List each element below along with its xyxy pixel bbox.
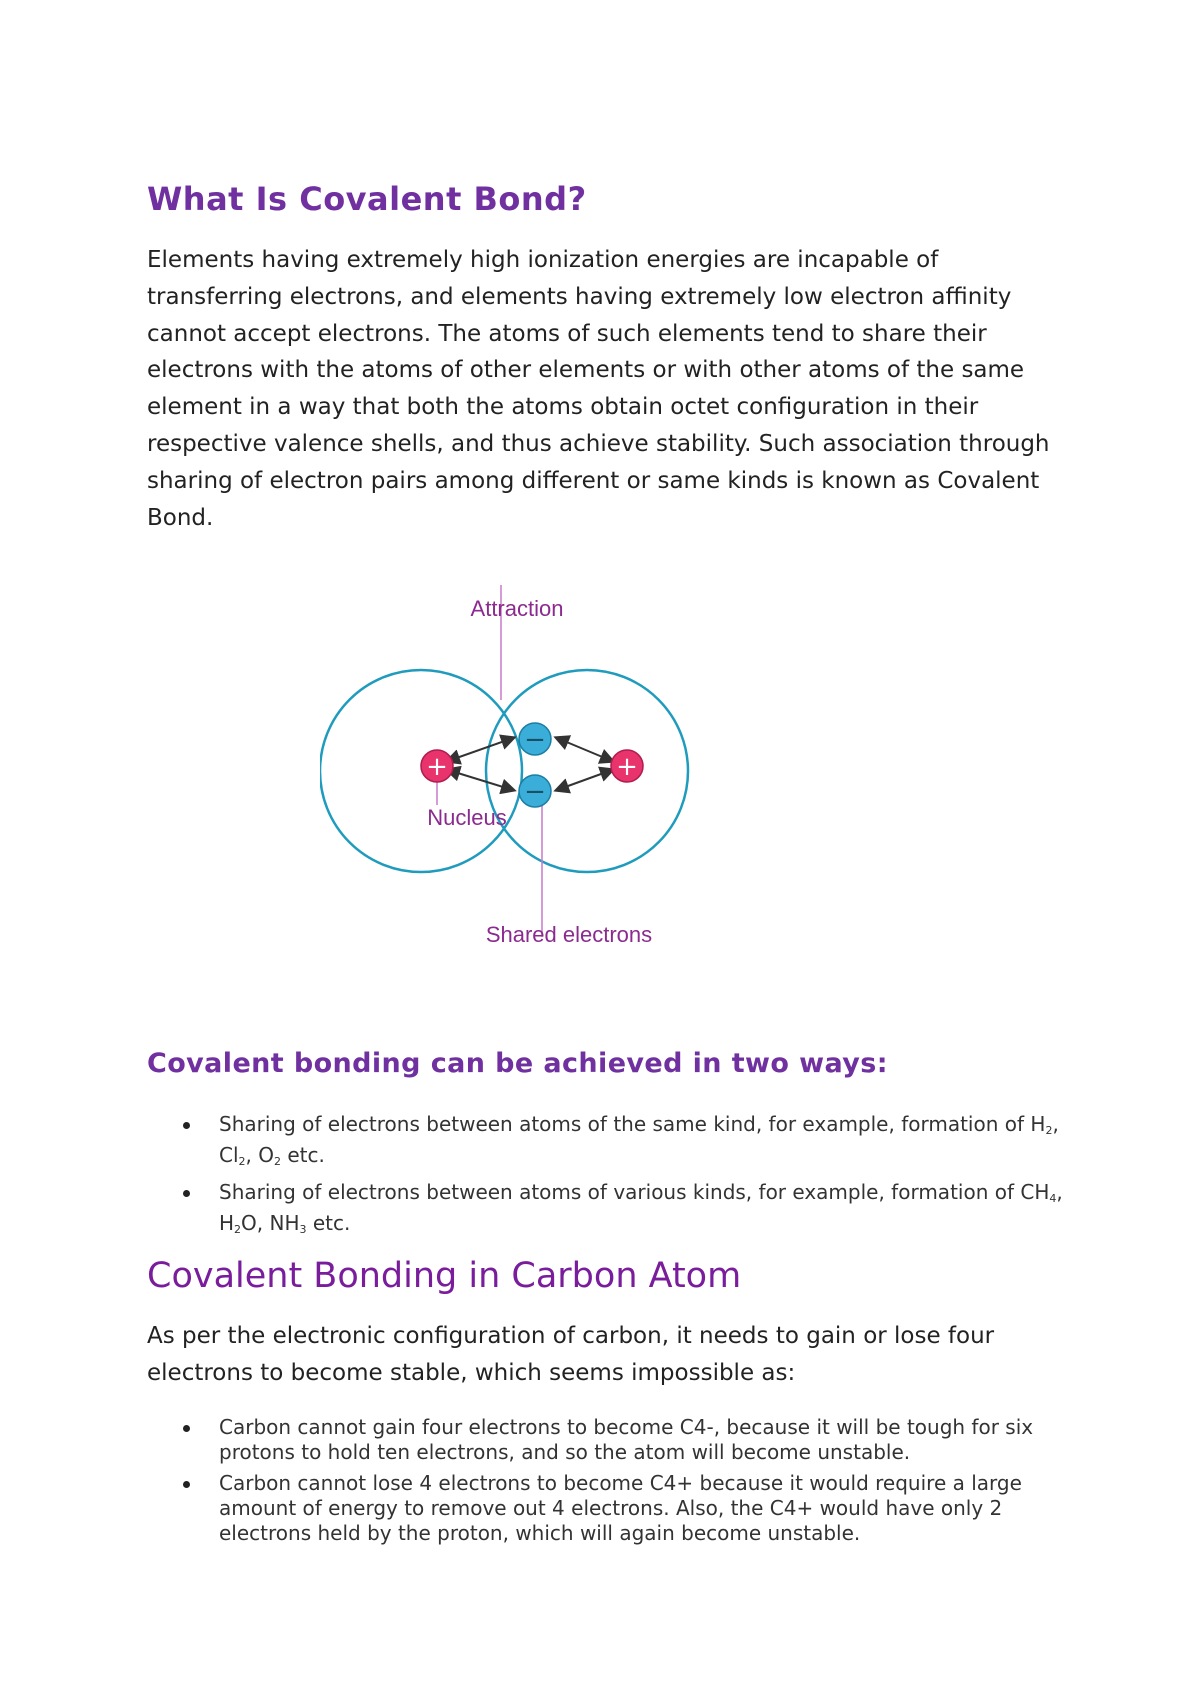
- arrow-right-bottom: [557, 770, 612, 790]
- arrow-left-top: [448, 738, 513, 761]
- left-nucleus-symbol: +: [426, 752, 448, 782]
- diagram-svg: [320, 585, 760, 955]
- list-item-text: Carbon cannot lose 4 electrons to become C4+ because it would require a large amount of energy to remove out 4 electrons. Also, the C4+ would have only 2 electrons held by the proton, which will again become unstable.: [219, 1471, 1022, 1545]
- list-item: [147, 1112, 1077, 1174]
- electron-top-symbol: −: [524, 725, 546, 755]
- list-item: [147, 1180, 1077, 1242]
- electron-bottom-symbol: −: [524, 777, 546, 807]
- list-item-text: Sharing of electrons between atoms of various kinds, for example, formation of CH: [219, 1180, 1050, 1204]
- list-item-text: etc.: [281, 1143, 325, 1167]
- subscript: 2: [238, 1155, 246, 1168]
- section-title-carbon: Covalent Bonding in Carbon Atom: [147, 1256, 742, 1296]
- subscript: 2: [1045, 1124, 1053, 1137]
- list-item-text: Sharing of electrons between atoms of the same kind, for example, formation of H: [219, 1112, 1046, 1136]
- shared-electrons-label: Shared electrons: [485, 922, 653, 947]
- carbon-list: [147, 1415, 1077, 1552]
- right-atom-shell: [486, 670, 688, 872]
- section-title-covalent-bond: What Is Covalent Bond?: [147, 180, 587, 218]
- list-item-text: , O: [245, 1143, 274, 1167]
- list-item-text: etc.: [306, 1211, 351, 1235]
- arrow-right-top: [557, 738, 612, 761]
- list-item: [147, 1471, 1077, 1546]
- left-atom-shell: [320, 670, 522, 872]
- carbon-intro-paragraph: As per the electronic configuration of carbon, it needs to gain or lose four electrons to become stable, which seems impossible as:: [147, 1323, 995, 1386]
- two-ways-list: [147, 1112, 1077, 1248]
- attraction-label: Attraction: [470, 596, 564, 621]
- subscript: 2: [274, 1155, 281, 1168]
- bullet-icon: [183, 1122, 190, 1129]
- arrow-left-bottom: [448, 770, 513, 790]
- list-item-text: O, NH: [241, 1211, 300, 1235]
- bullet-icon: [183, 1481, 190, 1488]
- subscript: 3: [299, 1223, 307, 1236]
- list-item-text: Carbon cannot gain four electrons to become C4-, because it will be tough for six protons to hold ten electrons, and so the atom will become unstable.: [219, 1415, 1034, 1464]
- intro-paragraph: Elements having extremely high ionization energies are incapable of transferring electrons, and elements having extremely low electron affinity cannot accept electrons. The atoms of such elements tend to share their electrons with the atoms of other elements or with other atoms of the same element in a way that both the atoms obtain octet configuration in their respective valence shells, and thus achieve stability. Such association through sharing of electron pairs among different or same kinds is known as Covalent Bond.: [147, 247, 1050, 531]
- section-title-two-ways: Covalent bonding can be achieved in two ways:: [147, 1048, 888, 1079]
- subscript: 2: [234, 1223, 242, 1236]
- list-item-text: , Cl: [219, 1112, 1059, 1167]
- bullet-icon: [183, 1190, 190, 1197]
- right-nucleus-symbol: +: [616, 752, 638, 782]
- covalent-bond-diagram: [320, 585, 760, 955]
- bullet-icon: [183, 1425, 190, 1432]
- subscript: 4: [1049, 1192, 1057, 1205]
- list-item: [147, 1415, 1077, 1465]
- list-item-text: , H: [219, 1180, 1063, 1235]
- nucleus-label: Nucleus: [427, 805, 507, 830]
